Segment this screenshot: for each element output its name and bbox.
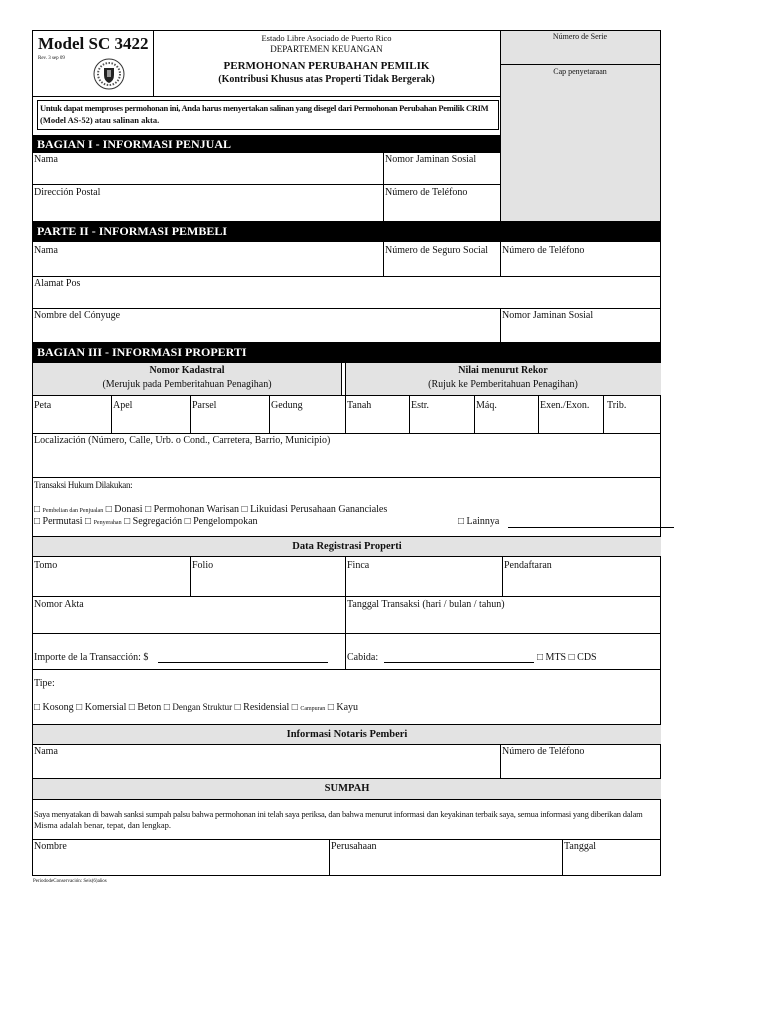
- option-purchase-label: Pembelian dan Penjualan: [42, 508, 104, 514]
- unit-mts-label: MTS: [545, 652, 567, 663]
- option-warisan-label: Permohonan Warisan: [153, 504, 240, 515]
- checkbox-permutasi[interactable]: □: [34, 516, 41, 527]
- transaction-date-field[interactable]: Tanggal Transaksi (hari / bulan / tahun): [347, 599, 505, 610]
- notary-section-heading: Informasi Notaris Pemberi: [33, 724, 661, 745]
- serial-number-label: Número de Serie: [552, 32, 608, 41]
- model-number: Model SC 3422: [38, 34, 149, 53]
- type-komersial-label: Komersial: [84, 702, 127, 713]
- buyer-ssn-field[interactable]: Número de Seguro Social: [385, 245, 489, 256]
- notary-phone-field[interactable]: Número de Teléfono: [502, 746, 585, 757]
- checkbox-likuidasi[interactable]: □: [241, 504, 248, 515]
- buyer-address-field[interactable]: Alamat Pos: [34, 278, 81, 289]
- type-kayu-label: Kayu: [336, 702, 359, 713]
- seller-phone-field[interactable]: Número de Teléfono: [385, 187, 468, 198]
- agency-line1: Estado Libre Asociado de Puerto Rico: [261, 33, 392, 43]
- serial-stamp-panel: [500, 31, 660, 222]
- unit-cds-label: CDS: [577, 652, 597, 663]
- pendaftaran-field[interactable]: Pendaftaran: [504, 560, 552, 571]
- col-tanah[interactable]: Tanah: [347, 400, 372, 411]
- signature-date-field[interactable]: Tanggal: [564, 841, 597, 852]
- cadastral-title: Nomor Kadastral: [149, 365, 225, 376]
- cadastral-subtitle: (Merujuk pada Pemberitahuan Penagihan): [102, 379, 272, 390]
- checkbox-mts[interactable]: □: [537, 652, 544, 663]
- lainnya-input-line[interactable]: [508, 527, 674, 528]
- seller-ssn-field[interactable]: Nomor Jaminan Sosial: [385, 154, 477, 165]
- deed-number-field[interactable]: Nomor Akta: [34, 599, 84, 610]
- type-residensial-label: Residensial: [243, 702, 290, 713]
- agency-line2: DEPARTEMEN KEUANGAN: [270, 44, 383, 54]
- checkbox-segregacion[interactable]: □: [124, 516, 131, 527]
- spouse-name-field[interactable]: Nombre del Cónyuge: [34, 310, 121, 321]
- option-segregacion-label: Segregación: [132, 516, 183, 527]
- tomo-field[interactable]: Tomo: [34, 560, 58, 571]
- option-penyerahan-label: Penyerahan: [93, 520, 122, 526]
- oath-section-heading: SUMPAH: [33, 778, 661, 800]
- checkbox-donasi[interactable]: □: [105, 504, 112, 515]
- value-title: Nilai menurut Rekor: [458, 365, 548, 376]
- checkbox-lainnya[interactable]: □: [458, 516, 465, 527]
- company-field[interactable]: Perusahaan: [331, 841, 377, 852]
- property-section-heading: BAGIAN III - INFORMASI PROPERTI: [33, 342, 661, 363]
- col-maq[interactable]: Máq.: [476, 400, 497, 411]
- buyer-phone-field[interactable]: Número de Teléfono: [502, 245, 585, 256]
- buyer-name-field[interactable]: Nama: [34, 245, 58, 256]
- option-donasi-label: Donasi: [114, 504, 143, 515]
- amount-label: Importe de la Transacción: $: [34, 652, 149, 663]
- folio-field[interactable]: Folio: [192, 560, 214, 571]
- col-estr[interactable]: Estr.: [411, 400, 430, 411]
- unit-options: [537, 652, 597, 663]
- col-parsel[interactable]: Parsel: [192, 400, 217, 411]
- notice-text: Untuk dapat memproses permohonan ini, Anda harus menyertakan salinan yang disegel dari Permohonan Perubahan Pemilik CRIM: [40, 103, 489, 113]
- checkbox-struktur[interactable]: □: [163, 702, 170, 713]
- transaction-other: [458, 516, 499, 527]
- checkbox-kosong[interactable]: □: [34, 702, 41, 713]
- checkbox-kayu[interactable]: □: [327, 702, 334, 713]
- checkbox-cds[interactable]: □: [568, 652, 575, 663]
- col-gedung[interactable]: Gedung: [271, 400, 303, 411]
- col-exen[interactable]: Exen./Exon.: [540, 400, 590, 411]
- transaction-options-row2: [34, 516, 258, 529]
- retention-footer: PeriododeConservación: Seis(6)años: [33, 879, 107, 884]
- seller-name-field[interactable]: Nama: [34, 154, 58, 165]
- col-peta[interactable]: Peta: [34, 400, 52, 411]
- oath-text-2: Misma adalah benar, tepat, dan lengkap.: [34, 820, 172, 830]
- option-permutasi-label: Permutasi: [42, 516, 83, 527]
- seller-address-field[interactable]: Dirección Postal: [34, 187, 101, 198]
- checkbox-purchase[interactable]: □: [34, 504, 41, 515]
- oath-text: Saya menyatakan di bawah sanksi sumpah palsu bahwa permohonan ini telah saya periksa, dan bahwa menurut informasi dan keyakinan terbaik saya, semua informasi yang diberikan dalam: [34, 809, 643, 819]
- revision-label: Rev. 3 sep 09: [38, 56, 65, 61]
- amount-input-line[interactable]: [158, 662, 328, 663]
- checkbox-komersial[interactable]: □: [76, 702, 83, 713]
- signature-name-field[interactable]: Nombre: [34, 841, 67, 852]
- form-title: PERMOHONAN PERUBAHAN PEMILIK: [223, 60, 430, 72]
- location-field[interactable]: Localización (Número, Calle, Urb. o Cond., Carretera, Barrio, Municipio): [34, 435, 331, 446]
- seal-icon: [93, 58, 125, 90]
- transaction-label: Transaksi Hukum Dilakukan:: [34, 480, 133, 490]
- type-kosong-label: Kosong: [42, 702, 74, 713]
- form-subtitle: (Kontribusi Khusus atas Properti Tidak Bergerak): [218, 74, 435, 85]
- seller-section-heading: BAGIAN I - INFORMASI PENJUAL: [33, 135, 500, 153]
- notary-name-field[interactable]: Nama: [34, 746, 58, 757]
- checkbox-warisan[interactable]: □: [145, 504, 152, 515]
- type-campuran-label: Campuran: [300, 706, 326, 712]
- checkbox-pengelompokan[interactable]: □: [184, 516, 191, 527]
- checkbox-campuran[interactable]: □: [291, 702, 298, 713]
- type-beton-label: Beton: [137, 702, 162, 713]
- col-apel[interactable]: Apel: [113, 400, 133, 411]
- checkbox-residensial[interactable]: □: [234, 702, 241, 713]
- registry-section-heading: Data Registrasi Properti: [33, 536, 661, 557]
- notice-text-2: (Model AS-52) atau salinan akta.: [40, 115, 160, 125]
- option-pengelompokan-label: Pengelompokan: [193, 516, 258, 527]
- option-likuidasi-label: Likuidasi Perusahaan Gananciales: [250, 504, 388, 515]
- checkbox-beton[interactable]: □: [128, 702, 135, 713]
- col-trib[interactable]: Trib.: [607, 400, 627, 411]
- stamp-label: Cap penyetaraan: [553, 67, 607, 76]
- option-lainnya-label: Lainnya: [466, 516, 500, 527]
- checkbox-penyerahan[interactable]: □: [85, 516, 92, 527]
- cabida-input-line[interactable]: [384, 662, 534, 663]
- type-label: Tipe:: [34, 678, 55, 689]
- cabida-label: Cabida:: [347, 652, 379, 663]
- spouse-ssn-field[interactable]: Nomor Jaminan Sosial: [502, 310, 594, 321]
- finca-field[interactable]: Finca: [347, 560, 370, 571]
- buyer-section-heading: PARTE II - INFORMASI PEMBELI: [33, 222, 661, 242]
- type-struktur-label: Dengan Struktur: [172, 702, 233, 712]
- value-subtitle: (Rujuk ke Pemberitahuan Penagihan): [428, 379, 578, 390]
- type-options: [34, 702, 358, 715]
